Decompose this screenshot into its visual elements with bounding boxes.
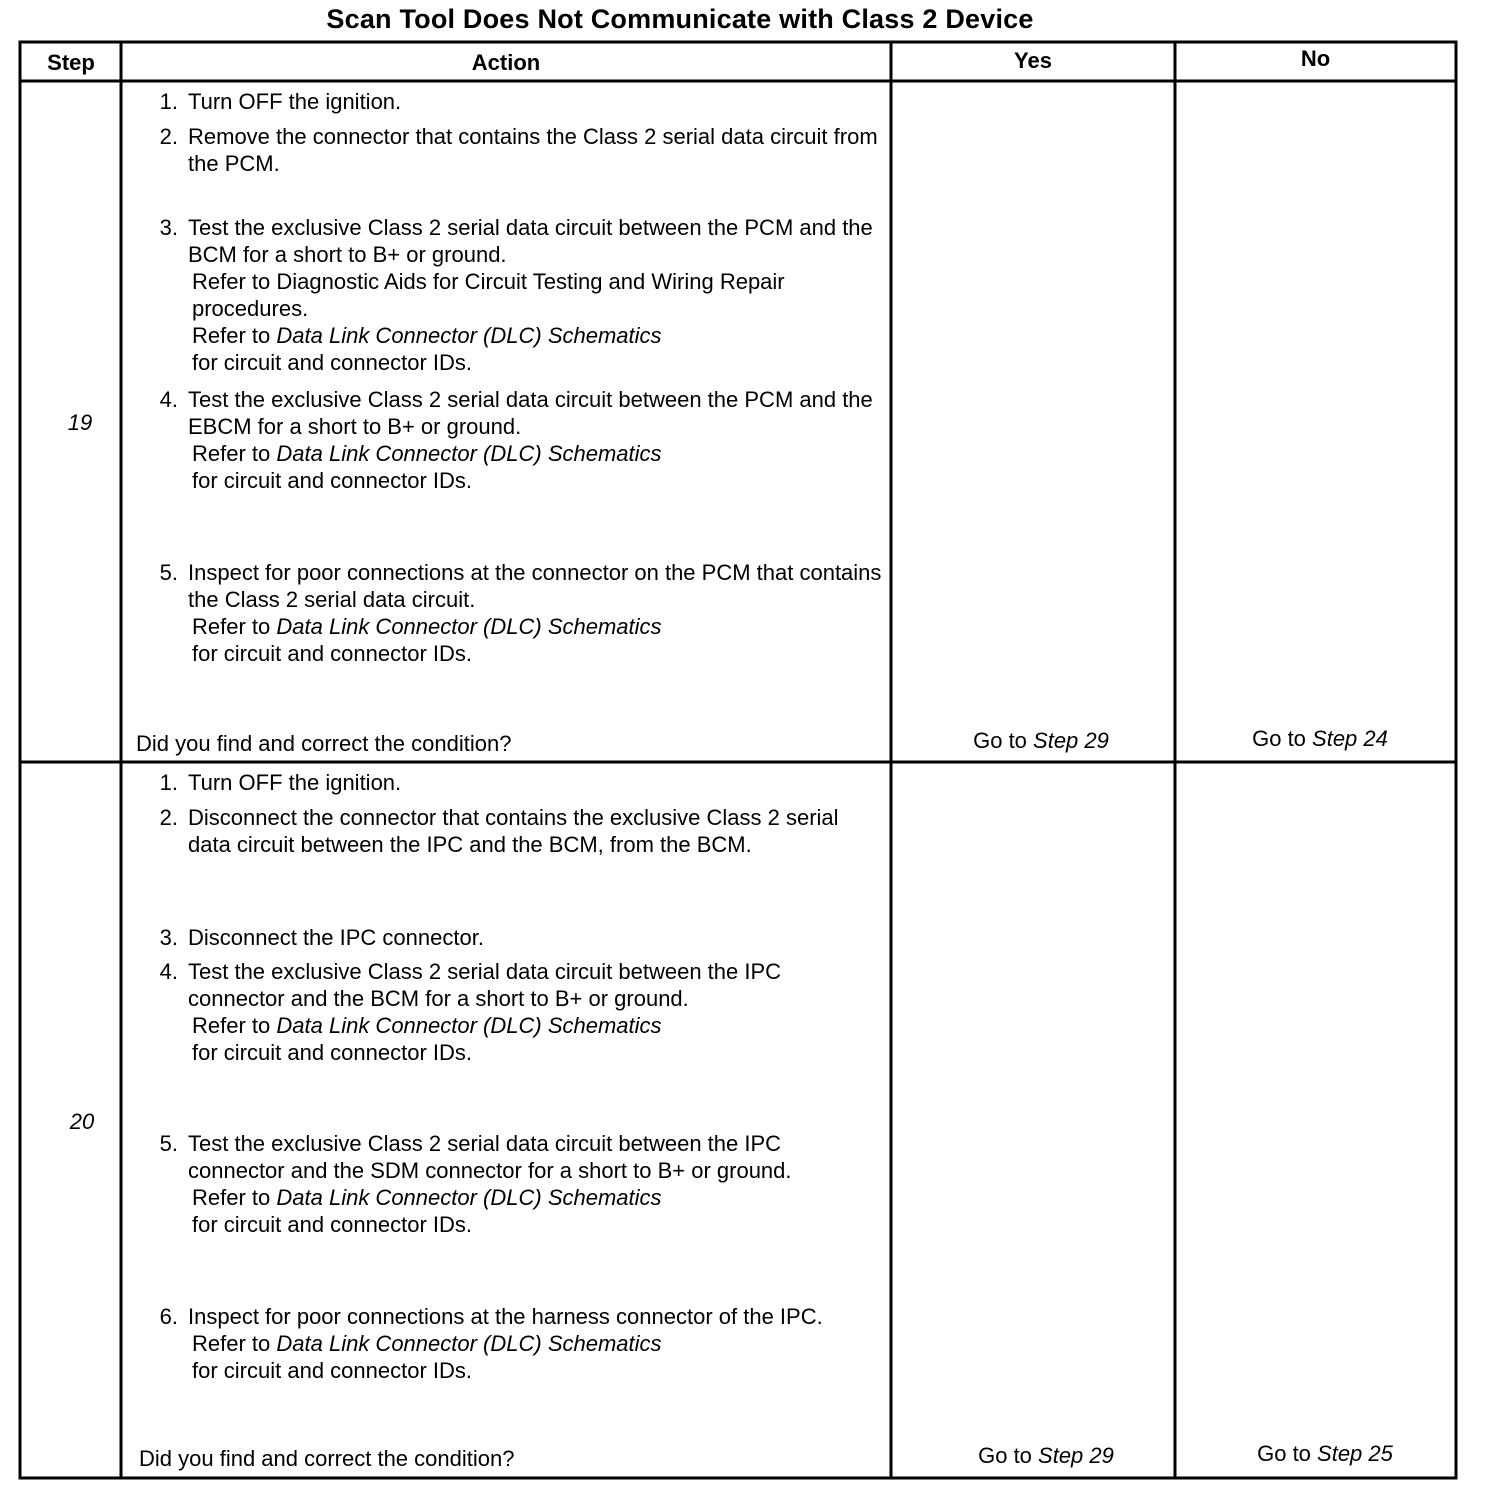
action-text-block [188,769,882,796]
reference-prefix: Refer to [192,1331,277,1356]
step-link[interactable]: Step 29 [1033,728,1109,753]
action-text: Inspect for poor connections at the connector on the PCM that contains the Class 2 serial data circuit. [188,560,882,612]
step-number-label: 6. [159,1304,178,1329]
reference-suffix: for circuit and connector IDs. [192,641,473,666]
reference-link[interactable]: Data Link Connector (DLC) Schematics [276,1331,662,1356]
step-number-label: 3. [159,215,178,240]
action-text-block [188,559,882,667]
reference-link[interactable]: Data Link Connector (DLC) Schematics [276,1185,662,1210]
header-step: Step [47,50,95,75]
action-text-block [188,958,882,1066]
reference-note [188,613,882,667]
reference-prefix: Refer to [192,614,277,639]
step-number-label: 5. [159,560,178,585]
reference-link[interactable]: Data Link Connector (DLC) Schematics [276,441,662,466]
reference-prefix: Refer to [192,323,277,348]
action-text-block [188,924,882,951]
action-text-block [188,1130,882,1238]
no-result [1175,726,1465,752]
action-text-block [188,214,882,376]
step-number-label: 4. [159,959,178,984]
step-number-label: 2. [159,124,178,149]
reference-note [188,440,882,494]
action-text: Disconnect the connector that contains the exclusive Class 2 serial data circuit between the IPC and the BCM, from the BCM. [188,805,839,857]
no-result [1180,1441,1470,1467]
step-number: 19 [67,410,93,435]
reference-prefix: Refer to [192,1185,277,1210]
reference-suffix: for circuit and connector IDs. [192,350,473,375]
step-number-label: 4. [159,387,178,412]
go-to-label: Go to [1252,726,1313,751]
go-to-label: Go to [978,1443,1039,1468]
action-text-block [188,386,882,494]
step-link[interactable]: Step 24 [1312,726,1388,751]
go-to-label: Go to [1257,1441,1318,1466]
reference-prefix: Refer to Diagnostic Aids for Circuit Testing and Wiring Repair procedures. [192,269,785,321]
yes-result [891,728,1191,754]
step-number-label: 1. [159,89,178,114]
header-action: Action [471,50,541,75]
step-number-label: 3. [159,925,178,950]
reference-link[interactable]: Data Link Connector (DLC) Schematics [276,614,662,639]
step-link[interactable]: Step 25 [1317,1441,1393,1466]
step-link[interactable]: Step 29 [1038,1443,1114,1468]
reference-prefix: Refer to [192,441,277,466]
reference-link[interactable]: Data Link Connector (DLC) Schematics [276,323,662,348]
action-text: Test the exclusive Class 2 serial data circuit between the PCM and the BCM for a short to B+ or ground. [188,215,873,267]
action-text: Inspect for poor connections at the harness connector of the IPC. [188,1304,823,1329]
go-to-label: Go to [973,728,1034,753]
reference-note [188,268,882,322]
step-number-label: 1. [159,770,178,795]
action-text: Turn OFF the ignition. [188,770,402,795]
page-title: Scan Tool Does Not Communicate with Class 2 Device [326,4,1034,34]
reference-suffix: for circuit and connector IDs. [192,1212,473,1237]
action-text: Test the exclusive Class 2 serial data circuit between the PCM and the EBCM for a short to B+ or ground. [188,387,873,439]
header-no: No [1300,46,1331,71]
action-text: Disconnect the IPC connector. [188,925,484,950]
header-yes: Yes [1014,48,1052,73]
action-text-block [188,123,882,177]
reference-note [188,1184,882,1238]
reference-note [188,1012,882,1066]
reference-suffix: for circuit and connector IDs. [192,1358,473,1383]
action-text-block [188,804,882,858]
action-text-block [188,88,882,115]
action-cell [152,88,882,758]
action-text-block [188,1303,882,1384]
yes-result [896,1443,1196,1469]
action-text: Remove the connector that contains the Class 2 serial data circuit from the PCM. [188,124,878,176]
reference-suffix: for circuit and connector IDs. [192,1040,473,1065]
action-text: Turn OFF the ignition. [188,89,402,114]
action-text: Test the exclusive Class 2 serial data circuit between the IPC connector and the BCM for a short to B+ or ground. [188,959,782,1011]
step-number-label: 5. [159,1131,178,1156]
question-text: Did you find and correct the condition? [139,1446,515,1471]
reference-prefix: Refer to [192,1013,277,1038]
step-number: 20 [69,1109,95,1134]
action-cell [152,769,882,1439]
reference-link[interactable]: Data Link Connector (DLC) Schematics [276,1013,662,1038]
reference-suffix: for circuit and connector IDs. [192,468,473,493]
reference-note [188,322,882,376]
step-number-label: 2. [159,805,178,830]
question-text: Did you find and correct the condition? [136,731,512,756]
action-text: Test the exclusive Class 2 serial data circuit between the IPC connector and the SDM connector for a short to B+ or ground. [188,1131,792,1183]
reference-note [188,1330,882,1384]
